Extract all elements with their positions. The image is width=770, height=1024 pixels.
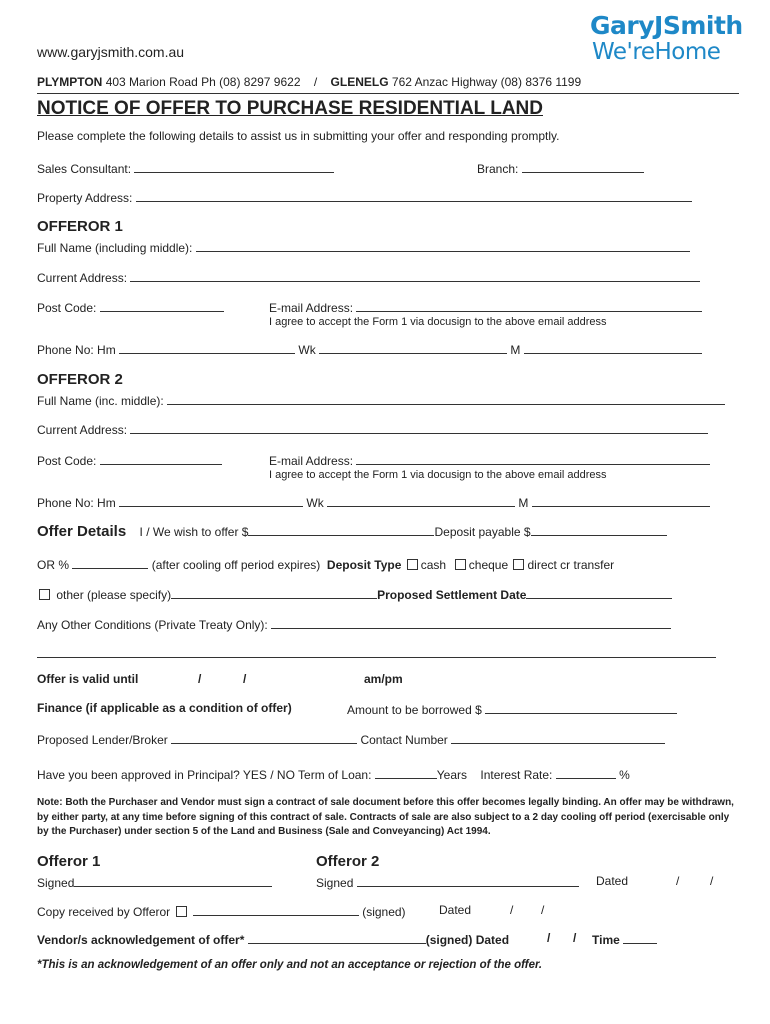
deposit-payable-label: Deposit payable $ <box>434 525 531 539</box>
sales-consultant-label: Sales Consultant: <box>37 162 132 176</box>
copy-received-signed-label: (signed) <box>362 905 406 919</box>
sales-consultant-field[interactable] <box>134 160 334 173</box>
lender-row <box>37 731 665 747</box>
offer-details-heading: Offer Details <box>37 523 127 540</box>
branch-label: Branch: <box>477 162 519 176</box>
contact-number-label: Contact Number <box>360 733 448 747</box>
amount-borrowed-label: Amount to be borrowed $ <box>347 703 482 717</box>
offeror2-phone-wk-label: Wk <box>306 496 324 510</box>
offeror1-signed-row <box>37 874 272 890</box>
offeror1-address-field[interactable] <box>130 269 700 282</box>
offeror1-phone-m-field[interactable] <box>524 341 702 354</box>
finance-label: Finance (if applicable as a condition of offer) <box>37 701 292 715</box>
offeror2-name-field[interactable] <box>167 392 725 405</box>
offeror1-email-row <box>269 299 702 315</box>
offeror2-address-field[interactable] <box>130 421 708 434</box>
offeror2-phone-hm-field[interactable] <box>119 494 303 507</box>
copy-received-checkbox[interactable] <box>176 906 187 917</box>
offeror1-phone-hm-label: Phone No: Hm <box>37 343 116 357</box>
offeror1-phone-wk-field[interactable] <box>319 341 507 354</box>
branch-field[interactable] <box>522 160 644 173</box>
copy-received-slash2: / <box>541 903 545 917</box>
conditions-row <box>37 616 671 632</box>
offeror2-signed-field[interactable] <box>357 874 579 887</box>
offeror2-docusign-note: I agree to accept the Form 1 via docusign to the above email address <box>269 469 607 481</box>
loan-term-field[interactable] <box>375 766 437 779</box>
interest-rate-field[interactable] <box>556 766 616 779</box>
offeror2-postcode-label: Post Code: <box>37 454 97 468</box>
offeror2-postcode-row <box>37 452 222 468</box>
offeror2-phone-m-label: M <box>518 496 529 510</box>
offeror2-heading: OFFEROR 2 <box>37 371 123 388</box>
settlement-field[interactable] <box>526 586 672 599</box>
vendor-ack-time-row <box>592 931 657 947</box>
years-label: Years <box>436 768 468 782</box>
amount-borrowed-row <box>347 701 677 717</box>
office-line <box>37 75 581 89</box>
offeror2-name-label: Full Name (inc. middle): <box>37 394 164 408</box>
settlement-label: Proposed Settlement Date <box>377 588 527 602</box>
offeror2-signature-heading: Offeror 2 <box>316 853 380 870</box>
offeror2-dated-slash2: / <box>710 874 714 888</box>
contact-number-field[interactable] <box>451 731 665 744</box>
deposit-type-label: Deposit Type <box>326 558 402 572</box>
offeror2-phone-row <box>37 494 710 510</box>
vendor-ack-signed-dated: (signed) Dated <box>425 933 510 947</box>
branch-row <box>477 160 644 176</box>
lender-field[interactable] <box>171 731 357 744</box>
offeror2-postcode-field[interactable] <box>100 452 222 465</box>
offeror1-name-label: Full Name (including middle): <box>37 241 193 255</box>
offeror1-name-field[interactable] <box>196 239 690 252</box>
offeror1-postcode-label: Post Code: <box>37 301 97 315</box>
office2-name: GLENELG <box>330 75 389 89</box>
offeror1-phone-m-label: M <box>510 343 521 357</box>
copy-received-dated-label: Dated <box>439 903 472 917</box>
offeror2-email-field[interactable] <box>356 452 710 465</box>
valid-until-slash2: / <box>243 672 247 686</box>
vendor-ack-slash2: / <box>573 931 577 945</box>
direct-transfer-label: direct cr transfer <box>527 558 615 572</box>
conditions-field[interactable] <box>271 616 671 629</box>
offeror1-signed-field[interactable] <box>74 874 272 887</box>
acknowledgement-footnote: *This is an acknowledgement of an offer only and not an acceptance or rejection of the offer. <box>37 959 543 971</box>
deposit-type-row <box>37 556 614 572</box>
offeror2-address-label: Current Address: <box>37 423 128 437</box>
offer-amount-field[interactable] <box>248 523 434 536</box>
page-title: NOTICE OF OFFER TO PURCHASE RESIDENTIAL LAND <box>37 98 543 119</box>
copy-received-field[interactable] <box>193 903 359 916</box>
cheque-label: cheque <box>468 558 509 572</box>
valid-until-label: Offer is valid until <box>37 672 139 686</box>
offeror1-signed-label: Signed <box>37 876 75 890</box>
offeror2-phone-hm-label: Phone No: Hm <box>37 496 116 510</box>
offeror1-email-label: E-mail Address: <box>269 301 354 315</box>
valid-until-slash1: / <box>198 672 202 686</box>
ampm-label: am/pm <box>364 672 403 686</box>
office1-details: 403 Marion Road Ph (08) 8297 9622 <box>105 75 301 89</box>
header-divider <box>37 93 739 94</box>
direct-transfer-checkbox[interactable] <box>513 559 524 570</box>
offeror1-docusign-note: I agree to accept the Form 1 via docusign to the above email address <box>269 316 607 328</box>
vendor-ack-slash1: / <box>547 931 551 945</box>
other-field[interactable] <box>171 586 377 599</box>
lender-label: Proposed Lender/Broker <box>37 733 168 747</box>
office2-details: 762 Anzac Highway (08) 8376 1199 <box>391 75 582 89</box>
offeror1-address-row <box>37 269 700 285</box>
website-url: www.garyjsmith.com.au <box>37 44 185 60</box>
offeror1-heading: OFFEROR 1 <box>37 218 123 235</box>
intro-text: Please complete the following details to assist us in submitting your offer and responding promptly. <box>37 129 560 143</box>
offeror1-name-row <box>37 239 690 255</box>
company-logo-name: GaryJSmith <box>590 11 743 40</box>
offeror1-phone-hm-field[interactable] <box>119 341 295 354</box>
percent-label: % <box>619 768 630 782</box>
property-address-field[interactable] <box>136 189 692 202</box>
office-separator: / <box>313 75 318 89</box>
offeror1-phone-wk-label: Wk <box>298 343 316 357</box>
cheque-checkbox[interactable] <box>455 559 466 570</box>
other-settlement-row <box>37 586 672 602</box>
offeror1-phone-row <box>37 341 702 357</box>
offeror2-signed-label: Signed <box>316 876 354 890</box>
sales-consultant-row <box>37 160 334 176</box>
offeror2-email-row <box>269 452 710 468</box>
offeror2-dated-label: Dated <box>596 874 629 888</box>
amount-borrowed-field[interactable] <box>485 701 677 714</box>
copy-received-slash1: / <box>510 903 514 917</box>
deposit-payable-field[interactable] <box>531 523 667 536</box>
offeror2-address-row <box>37 421 708 437</box>
after-cooling-label: (after cooling off period expires) <box>151 558 321 572</box>
cash-label: cash <box>420 558 447 572</box>
vendor-ack-time-field[interactable] <box>623 931 657 944</box>
offeror1-email-field[interactable] <box>356 299 702 312</box>
offer-amount-label: I / We wish to offer $ <box>139 525 249 539</box>
vendor-ack-field[interactable] <box>248 931 426 944</box>
offeror1-postcode-field[interactable] <box>100 299 224 312</box>
approved-label: Have you been approved in Principal? YES / NO Term of Loan: <box>37 768 372 782</box>
copy-received-label: Copy received by Offeror <box>37 905 171 919</box>
offeror1-postcode-row <box>37 299 224 315</box>
interest-rate-label: Interest Rate: <box>480 768 553 782</box>
conditions-label: Any Other Conditions (Private Treaty Only): <box>37 618 268 632</box>
copy-received-row <box>37 903 406 919</box>
offeror2-phone-wk-field[interactable] <box>327 494 515 507</box>
vendor-ack-time-label: Time <box>592 933 620 947</box>
vendor-ack-row <box>37 931 509 947</box>
approval-row <box>37 766 630 782</box>
cash-checkbox[interactable] <box>407 559 418 570</box>
conditions-field-line2[interactable] <box>37 645 716 658</box>
offeror2-email-label: E-mail Address: <box>269 454 354 468</box>
or-percent-label: OR % <box>37 558 70 572</box>
offeror2-phone-m-field[interactable] <box>532 494 710 507</box>
property-address-row <box>37 189 692 205</box>
company-logo-tagline: We'reHome <box>592 39 721 65</box>
vendor-ack-label: Vendor/s acknowledgement of offer* <box>37 933 245 947</box>
offeror2-name-row <box>37 392 725 408</box>
other-label: other (please specify) <box>56 588 172 602</box>
offeror2-signed-row <box>316 874 579 890</box>
offeror1-signature-heading: Offeror 1 <box>37 853 101 870</box>
offeror1-address-label: Current Address: <box>37 271 128 285</box>
offer-amount-row <box>37 523 667 540</box>
property-address-label: Property Address: <box>37 191 133 205</box>
legal-note: Note: Both the Purchaser and Vendor must sign a contract of sale document before this offer becomes legally binding. An offer may be withdrawn, by either party, at any time before signing of this contract of sale. Contracts of sale are also subject to a 2 day cooling off period (exercisable only by the Purchaser) under section 5 of the Land and Business (Sale and Conveyancing) Act 1994. <box>37 797 734 837</box>
other-checkbox[interactable] <box>39 589 50 600</box>
or-percent-field[interactable] <box>72 556 148 569</box>
office1-name: PLYMPTON <box>37 75 103 89</box>
offeror2-dated-slash1: / <box>676 874 680 888</box>
